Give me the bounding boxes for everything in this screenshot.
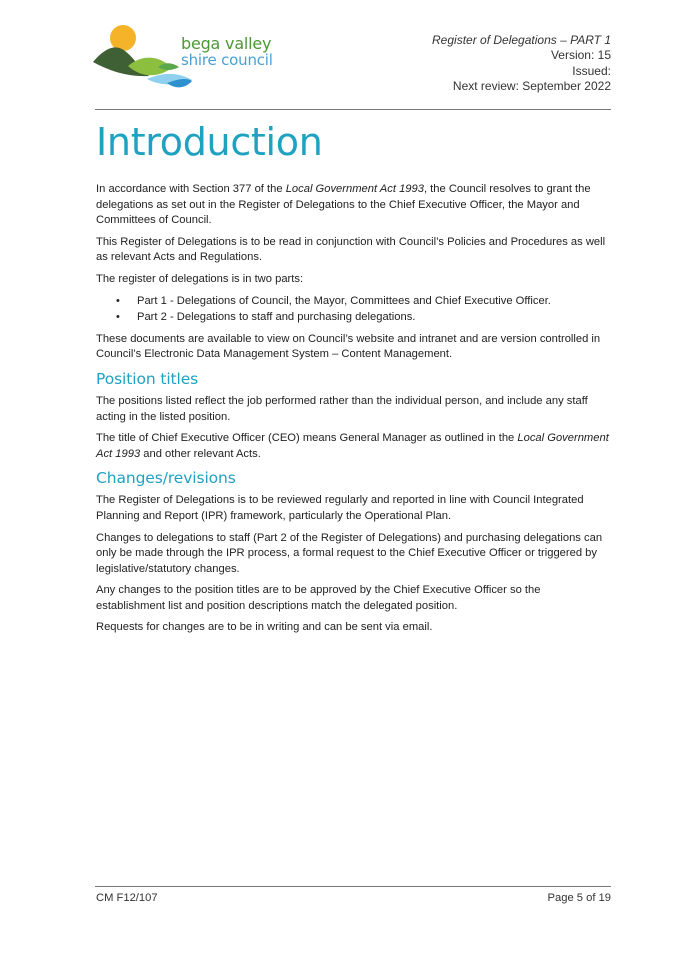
bullet-icon: • xyxy=(116,294,120,307)
local-government-act-reference: Local Government Act 1993 xyxy=(96,432,609,460)
intro-text-before-act: In accordance with Section 377 of the xyxy=(96,183,286,195)
changes-revisions-heading: Changes/revisions xyxy=(96,469,236,488)
page-title: Introduction xyxy=(96,120,323,164)
register-part-2-text: Part 2 - Delegations to staff and purchasing delegations. xyxy=(137,311,416,324)
page-number: Page 5 of 19 xyxy=(547,892,611,904)
local-government-act-title: Local Government Act 1993 xyxy=(285,183,424,195)
bullet-icon: • xyxy=(116,311,120,324)
intro-paragraph-2: This Register of Delegations is to be read in conjunction with Council’s Policies and Procedures as well as relevant Acts and Regulations. xyxy=(96,235,606,264)
position-titles-paragraph-1: The positions listed reflect the job performed rather than the individual person, and include any staff acting in the listed position. xyxy=(96,394,588,423)
intro-text-after-act: , the Council resolves to grant the delegations as set out in the Register of Delegations to the Chief Executive Officer, the Mayor and Committees of Council. xyxy=(96,183,591,227)
changes-paragraph-4: Requests for changes are to be in writing and can be sent via email. xyxy=(96,621,433,634)
footer-divider xyxy=(95,886,611,887)
intro-paragraph-3: The register of delegations is in two parts: xyxy=(96,272,304,285)
document-title: Register of Delegations – PART 1 xyxy=(432,33,611,47)
register-part-item xyxy=(96,294,611,310)
logo-line-2: shire council xyxy=(181,51,273,69)
next-review-label: Next review: September 2022 xyxy=(452,78,611,93)
council-logo-icon xyxy=(92,20,192,94)
issued-label: Issued: xyxy=(572,63,611,78)
position-titles-heading: Position titles xyxy=(96,369,199,388)
changes-paragraph-1: The Register of Delegations is to be reviewed regularly and reported in line with Council Integrated Planning and Report (IPR) framework, particularly the Operational Plan. xyxy=(96,494,584,522)
council-logo-text xyxy=(181,36,321,68)
document-reference: CM F12/107 xyxy=(96,892,158,904)
header-divider xyxy=(95,109,611,110)
logo-line-1: bega valley xyxy=(181,34,272,53)
council-logo xyxy=(92,20,314,94)
document-header-meta xyxy=(361,33,611,94)
register-parts-list xyxy=(96,294,611,326)
changes-paragraph-3: Any changes to the position titles are to be approved by the Chief Executive Officer so the establishment list and position descriptions match the delegated position. xyxy=(96,584,541,612)
position-titles-paragraph-2 xyxy=(96,431,611,462)
changes-paragraph-2: Changes to delegations to staff (Part 2 of the Register of Delegations) and purchasing delegations can only be made through the IPR process, a formal request to the Chief Executive Officer or triggered by legislative/statutory changes. xyxy=(96,531,603,575)
ceo-text-after-act: and other relevant Acts. xyxy=(140,447,261,460)
document-content xyxy=(96,182,611,642)
version-label: Version: 15 xyxy=(550,48,611,63)
intro-paragraph-4: These documents are available to view on Council’s website and intranet and are version controlled in Council’s Electronic Data Management System – Content Management. xyxy=(96,332,601,361)
ceo-text-before-act: The title of Chief Executive Officer (CEO) means General Manager as outlined in the xyxy=(96,432,518,445)
intro-paragraph-1 xyxy=(96,182,611,229)
register-part-1-text: Part 1 - Delegations of Council, the Mayor, Committees and Chief Executive Officer. xyxy=(137,294,551,307)
register-part-item xyxy=(96,310,611,326)
